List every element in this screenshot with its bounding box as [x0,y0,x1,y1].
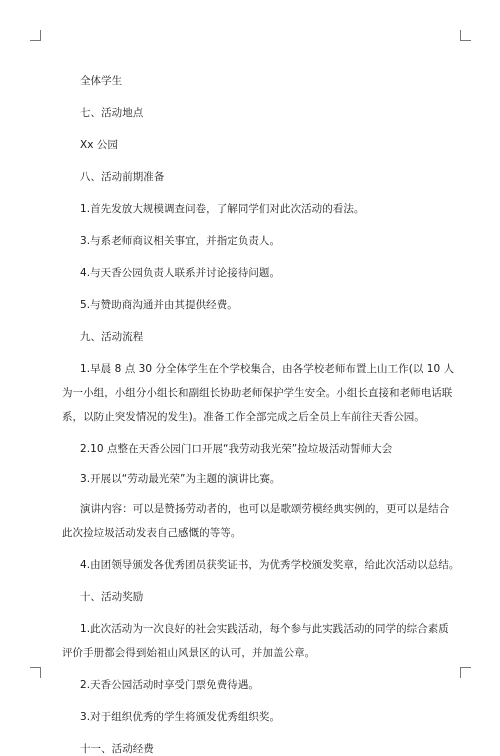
paragraph-process-1-line-3: 系，以防止突发情况的发生)。准备工作全部完成之后全员上车前往天香公园。 [62,411,425,423]
paragraph-process-2: 2.10 点整在天香公园门口开展“我劳动我光荣”捡垃圾活动誓师大会 [80,443,393,455]
crop-mark-top-right [460,30,471,41]
paragraph-reward-1-line-1: 1.此次活动为一次良好的社会实践活动，每个参与此实践活动的同学的综合素质 [80,623,449,635]
crop-mark-bottom-right [460,667,471,678]
paragraph-process-1-line-1: 1.早晨 8 点 30 分全体学生在个学校集合，由各学校老师布置上山工作(以 10 人 [80,363,455,375]
crop-mark-top-left [30,30,41,41]
section-heading-preparation: 八、活动前期准备 [80,171,165,183]
section-heading-rewards: 十、活动奖励 [80,591,144,603]
paragraph-process-4: 4.由团领导颁发各优秀团员获奖证书，为优秀学校颁发奖章，给此次活动以总结。 [80,559,460,571]
section-heading-location: 七、活动地点 [80,107,144,119]
paragraph-participants: 全体学生 [80,75,123,87]
paragraph-prep-4: 4.与天香公园负责人联系并讨论接待问题。 [80,267,281,279]
paragraph-location: Xx 公园 [80,139,118,151]
paragraph-reward-1-line-2: 评价手册都会得到始祖山风景区的认可，并加盖公章。 [62,647,316,659]
paragraph-prep-5: 5.与赞助商沟通并由其提供经费。 [80,299,238,311]
paragraph-reward-2: 2.天香公园活动时享受门票免费待遇。 [80,679,259,691]
paragraph-speech-line-1: 演讲内容：可以是赞扬劳动者的，也可以是歌颂劳模经典实例的，更可以是结合 [80,503,450,515]
paragraph-speech-line-2: 此次捡垃圾活动发表自己感慨的等等。 [62,527,242,539]
paragraph-prep-3: 3.与系老师商议相关事宜，并指定负责人。 [80,235,281,247]
crop-mark-bottom-left [30,667,41,678]
paragraph-process-1-line-2: 为一小组，小组分小组长和副组长协助老师保护学生安全。小组长直接和老师电话联 [62,387,453,399]
paragraph-process-3: 3.开展以“劳动最光荣”为主题的演讲比赛。 [80,473,281,485]
document-body [62,63,460,756]
paragraph-prep-1: 1.首先发放大规模调查问卷，了解同学们对此次活动的看法。 [80,203,365,215]
section-heading-process: 九、活动流程 [80,331,144,343]
paragraph-reward-3: 3.对于组织优秀的学生将颁发优秀组织奖。 [80,711,281,723]
section-heading-funding: 十一、活动经费 [80,743,154,755]
